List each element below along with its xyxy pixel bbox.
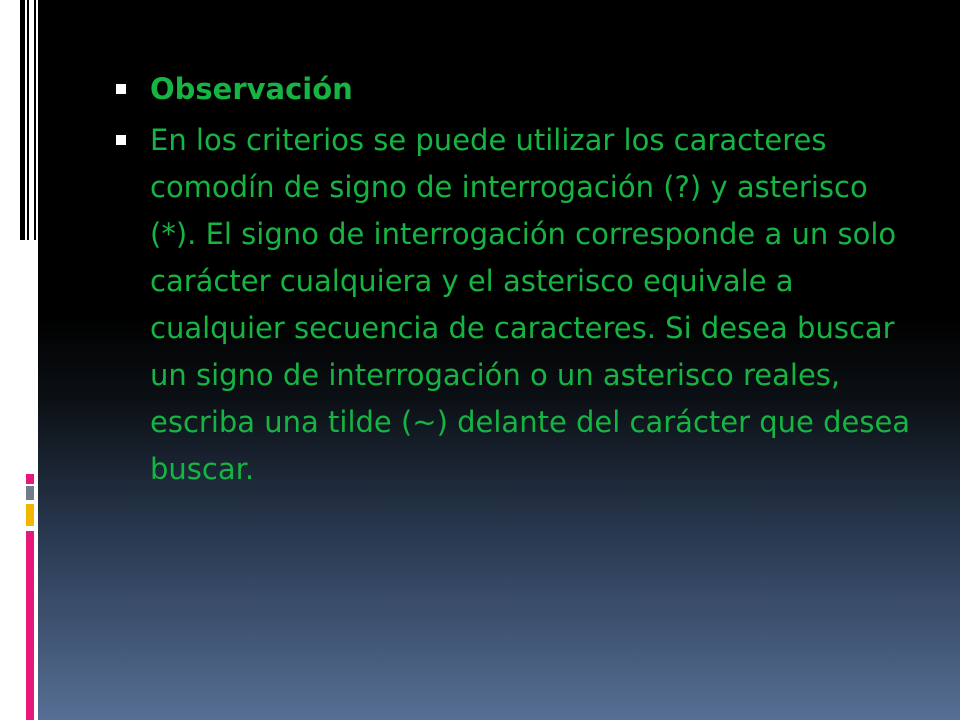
decorative-line [27,0,29,240]
gray-marker [26,486,34,500]
magenta-bar [26,531,34,720]
decorative-line [34,0,36,240]
bullet-body [108,117,918,493]
decorative-line [22,0,25,240]
yellow-marker [26,504,34,526]
slide-content [108,66,918,497]
magenta-marker [26,474,34,484]
heading-text: Observación [150,72,353,106]
body-text: En los criterios se puede utilizar los caracteres comodín de signo de interrogación (?) y asterisco (*). El signo de interrogación corresponde a un solo carácter cualquiera y el asterisco equivale a cualquier secuencia de caracteres. Si desea buscar un signo de interrogación o un asterisco reales, escriba una tilde (~) delante del carácter que desea buscar. [150,123,911,486]
square-bullet-icon [116,135,126,145]
square-bullet-icon [116,84,126,94]
bullet-heading [108,66,918,113]
left-decorative-strip [0,0,38,720]
